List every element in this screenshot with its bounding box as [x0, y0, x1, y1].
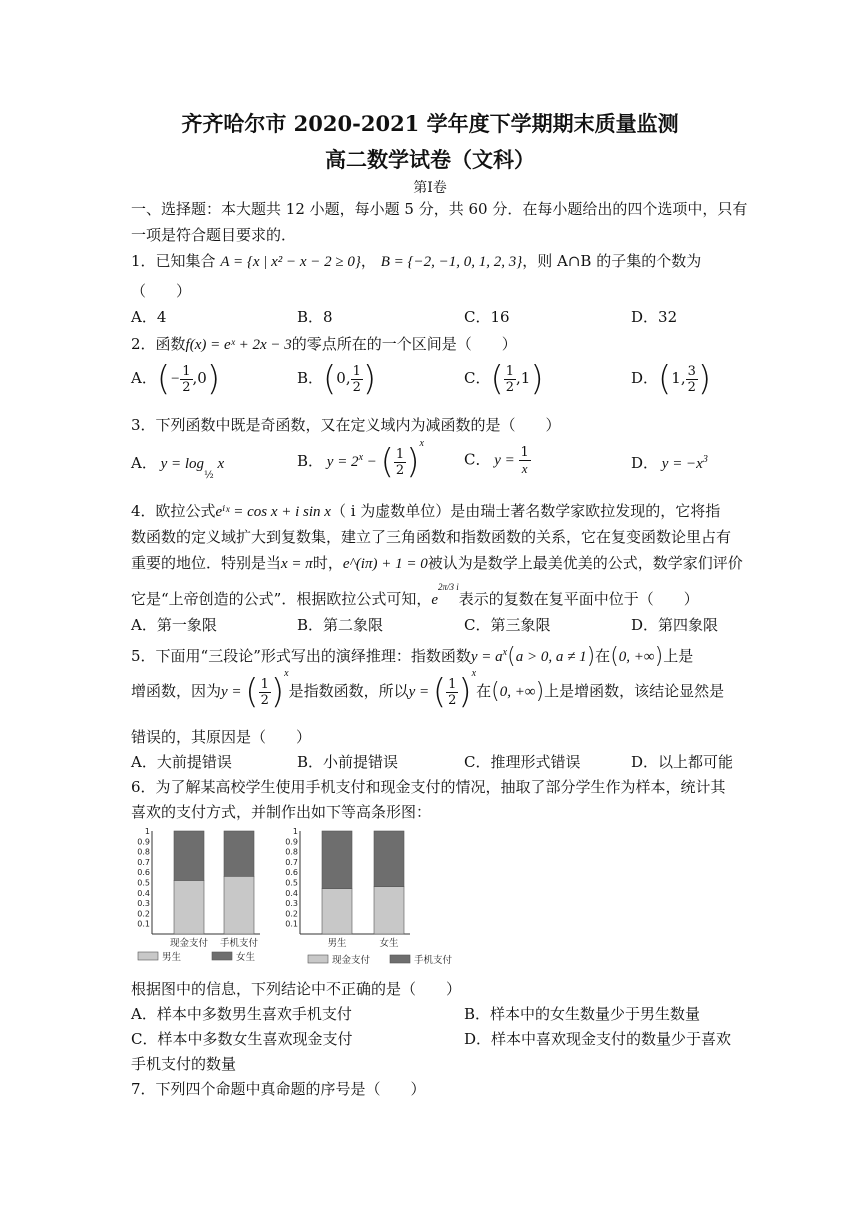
q2-option-b-label: B．: [297, 369, 324, 387]
chart2-legend-label: 手机支付: [414, 955, 453, 966]
q1-option-c: C．16: [464, 308, 510, 326]
q4-line3c: 被认为是数学上最美优美的公式，数学家们评价: [427, 554, 743, 572]
chart2-ytick-label: 0.4: [285, 888, 298, 898]
q5-line-2: 增函数，因为y = ( $\frac{1}{2}$ )$^x$是指数函数，所以y = ( $\frac{1}{2}$ )$^x$在(0, +∞)上是增函数，该结论显然是: [131, 668, 725, 712]
chart2-ytick-label: 0.7: [285, 857, 298, 867]
q5-line2c: 在: [476, 682, 492, 700]
chart2-ytick-label: 0.3: [285, 899, 298, 909]
chart2-ytick-label: 1: [292, 827, 298, 836]
q3-option-b-label: B．: [297, 452, 324, 470]
chart2-legend-swatch: [308, 955, 328, 963]
q2-stem: [131, 333, 517, 354]
q6-question: 根据图中的信息，下列结论中不正确的是（ ）: [131, 980, 462, 998]
q1-suffix: ，则 A∩B 的子集的个数为: [522, 252, 702, 270]
chart1-legend-swatch: [138, 952, 158, 960]
q2-prefix: 2．函数: [131, 335, 186, 353]
chart1-bar-男生: [224, 876, 254, 934]
q6-option-d: D．样本中喜欢现金支付的数量少于喜欢: [464, 1030, 732, 1048]
q2-option-a-label: A．: [131, 369, 157, 387]
chart1-ytick-label: 0.8: [137, 847, 150, 857]
q6-option-b: B．样本中的女生数量少于男生数量: [464, 1005, 701, 1023]
q5-line2b: 是指数函数，所以: [288, 682, 409, 700]
chart1-ytick-label: 0.5: [137, 878, 150, 888]
q4-line1b: （ i 为虚数单位）是由瑞士著名数学家欧拉发现的，它将指: [330, 502, 721, 520]
q4-line-2: 数函数的定义域扩大到复数集，建立了三角函数和指数函数的关系，它在复变函数论里占有: [131, 528, 732, 546]
q2-suffix: 的零点所在的一个区间是（ ）: [291, 335, 517, 353]
q5-line-3: 错误的，其原因是（ ）: [131, 728, 312, 746]
q5-option-c: C．推理形式错误: [464, 753, 581, 771]
chart1-ytick-label: 0.7: [137, 857, 150, 867]
chart1-bar-女生: [174, 831, 204, 880]
chart2-ytick-label: 0.2: [285, 909, 298, 919]
chart1-ytick-label: 0.3: [137, 899, 150, 909]
q2-option-c-label: C．: [464, 369, 491, 387]
q4-line3a: 重要的地位．特别是当: [131, 554, 282, 572]
q1-set-a: A = {x | x² − x − 2 ≥ 0}: [220, 254, 361, 270]
q5-line-1: 5．下面用“三段论”形式写出的演绎推理：指数函数$y = a^x(a > 0$, a ≠ 1)在(0, +∞)上是: [131, 644, 694, 669]
chart2-ytick-label: 0.5: [285, 878, 298, 888]
q2-option-c: C．( $\frac{1}{2}$ ,1): [464, 359, 544, 399]
q1-option-a: A．4: [131, 308, 167, 326]
q4-line3f: e^(iπ) + 1 = 0: [342, 556, 428, 572]
chart2-bar-手机支付: [374, 831, 404, 887]
q5-line1a: 5．下面用“三段论”形式写出的演绎推理：指数函数: [131, 647, 471, 665]
q2-option-d: D．(1, $\frac{3}{2}$ ): [631, 359, 712, 399]
q1-sep: ，: [360, 252, 376, 270]
chart2-ytick-label: 0.6: [285, 868, 298, 878]
chart1-legend-label: 男生: [162, 952, 182, 963]
q1-set-b: B = {−2, −1, 0, 1, 2, 3}: [380, 254, 523, 270]
chart2-bar-现金支付: [374, 887, 404, 934]
q2-option-b: B．(0, $\frac{1}{2}$ ): [297, 359, 377, 399]
chart1-ytick-label: 0.1: [137, 919, 150, 929]
q2-option-a: A．(− $\frac{1}{2}$ ,0): [131, 359, 221, 399]
chart2-category-label: 女生: [379, 938, 399, 949]
q3-option-d-label: D．: [631, 454, 659, 472]
chart1-ytick-label: 0.4: [137, 888, 150, 898]
q1-stem: [131, 250, 701, 271]
q5-line2a: 增函数，因为: [131, 682, 222, 700]
q3-option-b: B． $y = 2^x$ − ( $\frac{1}{2}$ )$^x$: [297, 438, 424, 482]
q6-option-a: A．样本中多数男生喜欢手机支付: [131, 1005, 352, 1023]
q5-option-a: A．大前提错误: [131, 753, 232, 771]
q5-option-d: D．以上都可能: [631, 753, 734, 771]
section-instructions-2: 一项是符合题目要求的．: [131, 226, 297, 244]
q1-option-b: B．8: [297, 308, 333, 326]
section-instructions-1: 一、选择题：本大题共 12 小题，每小题 5 分，共 60 分．在每小题给出的四个选项中，只有: [131, 200, 748, 218]
chart1-ytick-label: 0.9: [137, 837, 150, 847]
q6-line-2: 喜欢的支付方式，并制作出如下等高条形图：: [131, 803, 432, 821]
q3-stem: 3．下列函数中既是奇函数，又在定义域内为减函数的是（ ）: [131, 416, 561, 434]
q1-blank: （ ）: [131, 282, 192, 300]
chart2-ytick-label: 0.8: [285, 847, 298, 857]
chart2-ytick-label: 0.1: [285, 919, 298, 929]
q7-stem: 7．下列四个命题中真命题的序号是（ ）: [131, 1080, 426, 1098]
q3-option-a-label: A．: [131, 454, 157, 472]
q4-option-a: A．第一象限: [131, 616, 217, 634]
chart1-bar-男生: [174, 880, 204, 934]
q6-option-c: C．样本中多数女生喜欢现金支付: [131, 1030, 353, 1048]
q5-line1b: 在: [595, 647, 611, 665]
chart2-bar-手机支付: [322, 831, 352, 889]
chart1-category-label: 手机支付: [219, 938, 259, 949]
q4-line4b: 表示的复数在复平面中位于（ ）: [458, 590, 699, 608]
chart1-legend-swatch: [212, 952, 232, 960]
q5-option-b: B．小前提错误: [297, 753, 399, 771]
chart2-ytick-label: 0.9: [285, 837, 298, 847]
chart1-bar-女生: [224, 831, 254, 876]
q2-func: f(x) = eˣ + 2x − 3: [185, 337, 292, 353]
q4-line-4: 它是“上帝创造的公式”．根据欧拉公式可知，$e^{2\pi/3 i}$表示的复数在复平面中位于（ ）: [131, 582, 699, 608]
chart1-ytick-label: 1: [144, 827, 150, 836]
chart2-bar-现金支付: [322, 889, 352, 934]
title-line-1: 齐齐哈尔市 2020-2021 学年度下学期期末质量监测: [181, 111, 679, 136]
chart2-legend-swatch: [390, 955, 410, 963]
q4-option-c: C．第三象限: [464, 616, 551, 634]
q4-line-1: [131, 500, 720, 521]
q6-line-1: 6．为了解某高校学生使用手机支付和现金支付的情况，抽取了部分学生作为样本，统计其: [131, 778, 726, 796]
chart1-ytick-label: 0.6: [137, 868, 150, 878]
stacked-bar-chart-by-gender: [280, 822, 470, 970]
chart1-legend-label: 女生: [236, 952, 256, 963]
q4-formula: eⁱˣ = cos x + i sin x: [215, 504, 331, 520]
q4-line-3: [131, 552, 743, 573]
q4-option-d: D．第四象限: [631, 616, 719, 634]
q1-option-d: D．32: [631, 308, 678, 326]
q5-line1c: 上是: [663, 647, 694, 665]
chart2-legend-label: 现金支付: [332, 955, 371, 966]
q2-option-d-label: D．: [631, 369, 659, 387]
q3-option-d: D． $y = -x^3$: [631, 454, 708, 472]
q1-prefix: 1．已知集合: [131, 252, 216, 270]
q4-line3b: 时，: [312, 554, 343, 572]
q3-option-c-label: C．: [464, 450, 491, 469]
q4-line1a: 4．欧拉公式: [131, 502, 216, 520]
chart1-ytick-label: 0.2: [137, 909, 150, 919]
q4-line3x: x = π: [281, 556, 313, 572]
q6-option-d-cont: 手机支付的数量: [131, 1055, 237, 1073]
stacked-bar-chart-by-payment: [130, 822, 280, 970]
title-line-2: 高二数学试卷（文科）: [325, 147, 535, 172]
q3-option-a: A． $y = \log_{\frac{1}{2}} x$: [131, 454, 225, 481]
q4-option-b: B．第二象限: [297, 616, 384, 634]
q5-line2d: 上是增函数，该结论显然是: [544, 682, 725, 700]
volume-label: 第Ⅰ卷: [413, 180, 447, 196]
chart1-category-label: 现金支付: [169, 938, 209, 949]
q4-line4a: 它是“上帝创造的公式”．根据欧拉公式可知，: [131, 590, 432, 608]
q3-option-c: C． y = $\frac{1}{x}$: [464, 445, 529, 476]
chart2-category-label: 男生: [327, 938, 347, 949]
